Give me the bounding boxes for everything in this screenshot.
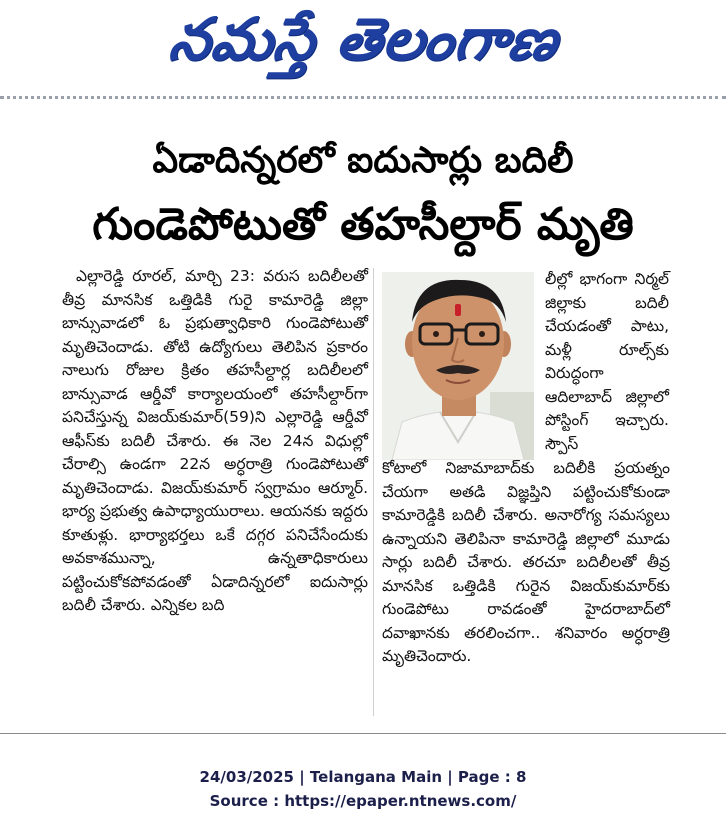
newspaper-logo-title: నమస్తే తెలంగాణ	[165, 4, 563, 73]
headline-line-2: గుండెపోటుతో తహసీల్దార్‌ మృతి	[92, 199, 634, 250]
column-divider	[373, 268, 374, 716]
article-left-column	[62, 265, 368, 618]
masthead-divider	[0, 96, 726, 99]
footer-divider	[0, 733, 726, 734]
headline-line-1: ఏడాదిన్నరలో ఐదుసార్లు బదిలీ	[152, 140, 574, 181]
article-right-column-bottom	[382, 457, 670, 669]
article-right-bottom-text: కోటాలో నిజామాబాద్‌కు బదిలీకి ప్రయత్నం చేయగా అతడి విజ్ఞప్తిని పట్టించుకోకుండా కామారెడ్డికి బదిలీ చేశారు. అనారోగ్య సమస్యలు ఉన్నాయని తెలిపినా కామారెడ్డి జిల్లాలో మూడు సార్లు బదిలీ చేశారు. తరచూ బదిలీలతో తీవ్ర మానసిక ఒత్తిడికి గురైన విజయ్‌కుమార్‌కు గుండెపోటు రావడంతో హైదరాబాద్‌లో దవాఖానకు తరలించగా.. శనివారం అర్ధరాత్రి మృతిచెందారు.	[382, 459, 670, 665]
person-photo	[382, 272, 534, 460]
footer-date-line: 24/03/2025 | Telangana Main | Page : 8	[199, 768, 527, 786]
masthead	[0, 0, 726, 92]
article-right-top-text: లీల్లో భాగంగా నిర్మల్‌ జిల్లాకు బదిలీ చేయడంతో పాటు, మళ్లీ రూల్స్‌కు విరుద్ధంగా ఆదిలాబాద్‌ జిల్లాలో పోస్టింగ్‌ ఇచ్చారు. స్పౌస్‌	[545, 270, 669, 453]
article-right-column-top	[545, 268, 669, 456]
article-left-text: ఎల్లారెడ్డి రూరల్‌, మార్చి 23: వరుస బదిలీలతో తీవ్ర మానసిక ఒత్తిడికి గురై కామారెడ్డి జిల్లా బాన్సువాడలో ఓ ప్రభుత్వాధికారి గుండెపోటుతో మృతిచెందాడు. తోటి ఉద్యోగులు తెలిపిన ప్రకారం నాలుగు రోజుల క్రితం తహసీల్దార్ల బదిలీలలో బాన్సువాడ ఆర్డీవో కార్యాలయంలో తహసీల్దార్‌గా పనిచేస్తున్న విజయ్‌కుమార్‌(59)ని ఎల్లారెడ్డి ఆర్డీవో ఆఫీస్‌కు బదిలీ చేశారు. ఈ నెల 24న విధుల్లో చేరాల్సి ఉండగా 22న అర్ధరాత్రి గుండెపోటుతో మృతిచెందాడు. విజయ్‌కుమార్‌ స్వగ్రామం ఆర్మూర్‌. భార్య ప్రభుత్వ ఉపాధ్యాయురాలు. ఆయనకు ఇద్దరు కూతుళ్లు. భార్యాభర్తలు ఒకే దగ్గర పనిచేసేందుకు అవకాశమున్నా, ఉన్నతాధికారులు పట్టించుకోకపోవడంతో ఏడాదిన్నరలో ఐదుసార్లు బదిలీ చేశారు. ఎన్నికల బది	[62, 267, 368, 614]
footer-source-line: Source : https://epaper.ntnews.com/	[209, 792, 517, 810]
portrait-illustration	[382, 272, 534, 460]
